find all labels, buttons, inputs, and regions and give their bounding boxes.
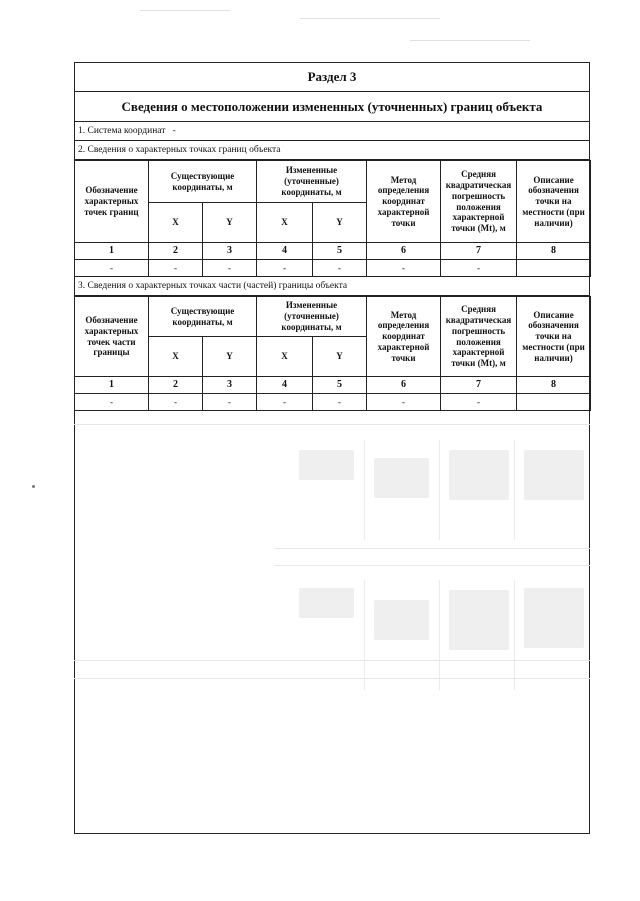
header-y: Y	[203, 337, 257, 377]
header-y-updated: Y	[313, 203, 367, 243]
table-cell: -	[313, 394, 367, 411]
table-cell: -	[367, 394, 441, 411]
column-number: 5	[313, 243, 367, 260]
table-cell: -	[313, 260, 367, 277]
table-cell: -	[441, 260, 517, 277]
table-cell: -	[203, 260, 257, 277]
table-cell: -	[257, 394, 313, 411]
column-number: 8	[517, 243, 591, 260]
header-description: Описание обозначения точки на местности (при наличии)	[517, 297, 591, 377]
header-designation: Обозначение характерных точек границ	[75, 161, 149, 243]
header-x: X	[149, 203, 203, 243]
header-existing-coordinates: Существующие координаты, м	[149, 297, 257, 337]
header-error: Средняя квадратическая погрешность положения характерной точки (Mt), м	[441, 161, 517, 243]
column-number-row	[75, 243, 591, 260]
column-number: 3	[203, 377, 257, 394]
header-error: Средняя квадратическая погрешность положения характерной точки (Mt), м	[441, 297, 517, 377]
header-existing-coordinates: Существующие координаты, м	[149, 161, 257, 203]
scan-noise	[300, 18, 440, 19]
header-x-updated: X	[257, 337, 313, 377]
scan-noise	[410, 40, 530, 41]
column-number: 7	[441, 377, 517, 394]
table-cell: -	[149, 394, 203, 411]
coordinate-system-label: 1. Система координат	[78, 126, 166, 136]
table-cell: -	[441, 394, 517, 411]
table-cell: -	[75, 394, 149, 411]
table-cell	[517, 394, 591, 411]
column-number: 6	[367, 377, 441, 394]
boundary-points-table	[74, 160, 591, 277]
column-number: 2	[149, 377, 203, 394]
column-number: 8	[517, 377, 591, 394]
boundary-points-heading: 2. Сведения о характерных точках границ объекта	[74, 141, 590, 160]
scan-noise	[140, 10, 230, 11]
header-y-updated: Y	[313, 337, 367, 377]
coordinate-system-line	[74, 122, 590, 141]
table-cell	[517, 260, 591, 277]
header-description: Описание обозначения точки на местности (при наличии)	[517, 161, 591, 243]
table-row	[75, 394, 591, 411]
header-updated-coordinates: Измененные (уточненные) координаты, м	[257, 161, 367, 203]
column-number: 1	[75, 243, 149, 260]
column-number-row	[75, 377, 591, 394]
part-boundary-points-heading: 3. Сведения о характерных точках части (частей) границы объекта	[74, 277, 590, 296]
coordinate-system-value: -	[172, 126, 176, 136]
table-cell: -	[75, 260, 149, 277]
header-x: X	[149, 337, 203, 377]
section-title: Раздел 3	[74, 62, 590, 92]
part-boundary-points-table	[74, 296, 591, 411]
table-cell: -	[367, 260, 441, 277]
column-number: 7	[441, 243, 517, 260]
header-x-updated: X	[257, 203, 313, 243]
header-method: Метод определения координат характерной точки	[367, 297, 441, 377]
document-title: Сведения о местоположении измененных (уточненных) границ объекта	[74, 92, 590, 122]
column-number: 2	[149, 243, 203, 260]
column-number: 4	[257, 243, 313, 260]
table-cell: -	[203, 394, 257, 411]
column-number: 1	[75, 377, 149, 394]
header-updated-coordinates: Измененные (уточненные) координаты, м	[257, 297, 367, 337]
header-designation: Обозначение характерных точек части границы	[75, 297, 149, 377]
column-number: 5	[313, 377, 367, 394]
column-number: 6	[367, 243, 441, 260]
column-number: 3	[203, 243, 257, 260]
header-method: Метод определения координат характерной точки	[367, 161, 441, 243]
column-number: 4	[257, 377, 313, 394]
table-cell: -	[257, 260, 313, 277]
table-row	[75, 260, 591, 277]
header-y: Y	[203, 203, 257, 243]
scan-speck	[32, 485, 35, 488]
table-cell: -	[149, 260, 203, 277]
